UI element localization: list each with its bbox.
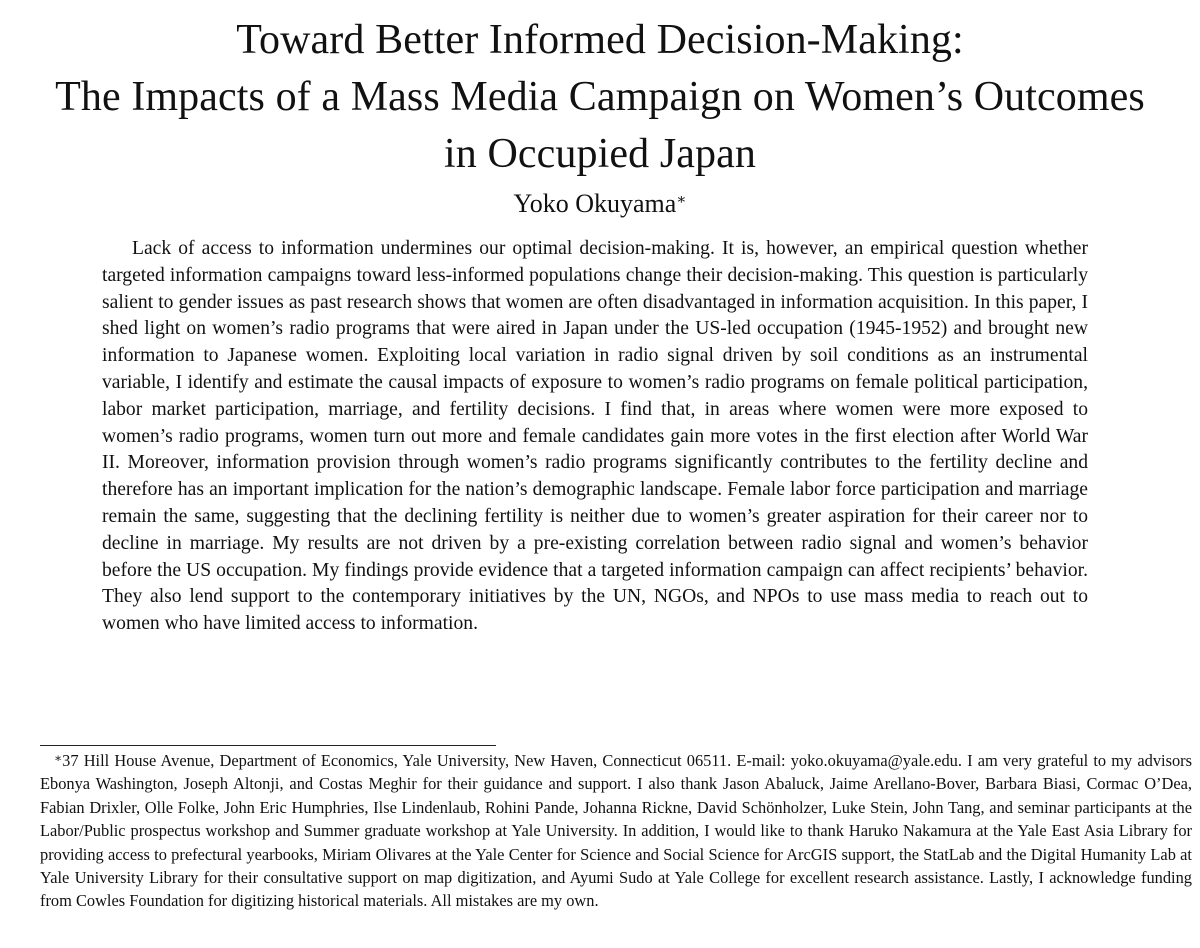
title-line-2: The Impacts of a Mass Media Campaign on Women’s Outcomes [55, 74, 1145, 120]
author-line [0, 188, 1200, 220]
author-footnote-mark: ∗ [676, 192, 687, 208]
footnote-divider [40, 745, 496, 746]
author-name: Yoko Okuyama [513, 189, 677, 218]
title-line-3: in Occupied Japan [444, 131, 756, 177]
title-line-1: Toward Better Informed Decision-Making: [236, 17, 964, 63]
footnote-mark: ∗ [54, 751, 63, 765]
abstract-paragraph: Lack of access to information undermines our optimal decision-making. It is, however, an empirical question whether targeted information campaigns toward less-informed populations change their decision-making. This question is particularly salient to gender issues as past research shows that women are often disadvantaged in information acquisition. In this paper, I shed light on women’s radio programs that were aired in Japan under the US-led occupation (1945-1952) and brought new information to Japanese women. Exploiting local variation in radio signal driven by soil conditions as an instrumental variable, I identify and estimate the causal impacts of exposure to women’s radio programs on female political participation, labor market participation, marriage, and fertility decisions. I find that, in areas where women were more exposed to women’s radio programs, women turn out more and female candidates gain more votes in the first election after World War II. Moreover, information provision through women’s radio programs significantly contributes to the fertility decline and therefore has an important implication for the nation’s demographic landscape. Female labor force participation and marriage remain the same, suggesting that the declining fertility is neither due to women’s greater aspiration for their career nor to decline in marriage. My results are not driven by a pre-existing correlation between radio signal and women’s behavior before the US occupation. My findings provide evidence that a targeted information campaign can affect recipients’ behavior. They also lend support to the contemporary initiatives by the UN, NGOs, and NPOs to use mass media to reach out to women who have limited access to information. [102, 238, 1088, 635]
paper-title [0, 12, 1200, 183]
footnote-paragraph [40, 749, 1192, 913]
footnote-text: 37 Hill House Avenue, Department of Economics, Yale University, New Haven, Connecticut 06511. E-mail: yoko.okuyama@yale.edu. I am very grateful to my advisors Ebonya Washington, Joseph Altonji, and Costas Meghir for their guidance and support. I also thank Jason Abaluck, Jaime Arellano-Bover, Barbara Biasi, Cormac O’Dea, Fabian Drixler, Olle Folke, John Eric Humphries, Ilse Lindenlaub, Rohini Pande, Johanna Rickne, David Schönholzer, Luke Stein, John Tang, and seminar participants at the Labor/Public prospectus workshop and Summer graduate workshop at Yale University. In addition, I would like to thank Haruko Nakamura at the Yale East Asia Library for providing access to prefectural yearbooks, Miriam Olivares at the Yale Center for Science and Social Science for ArcGIS support, the StatLab and the Digital Humanity Lab at Yale University Library for their consultative support on map digitization, and Ayumi Sudo at Yale College for excellent research assistance. Lastly, I acknowledge funding from Cowles Foundation for digitizing historical materials. All mistakes are my own. [40, 751, 1192, 911]
